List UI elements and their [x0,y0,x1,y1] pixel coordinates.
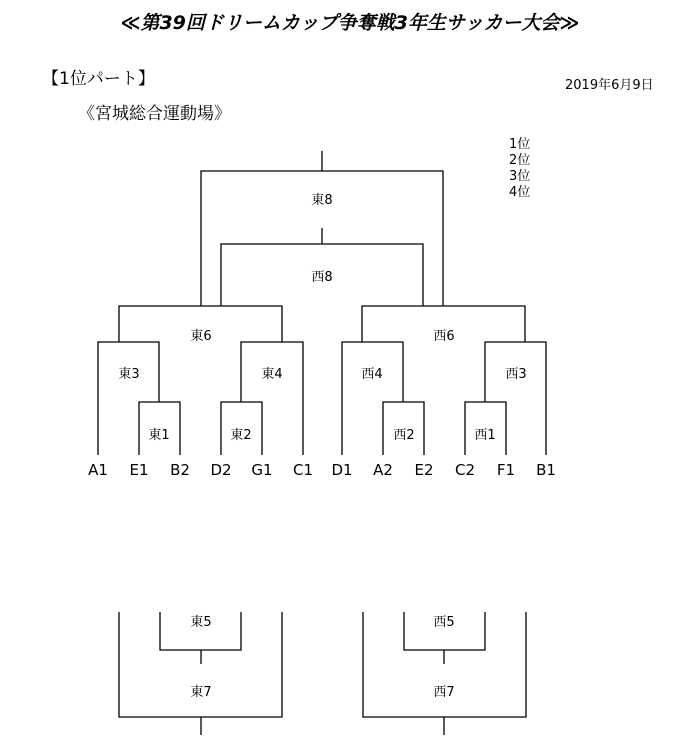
event-date: 2019年6月9日 [565,78,654,93]
match-west7-label: 西7 [433,685,455,700]
match-round1-3-label: 西2 [393,428,415,443]
team-slot: F1 [496,461,516,479]
match-quarterfinal-1-label: 東3 [118,367,140,382]
team-slot: B2 [170,461,190,479]
match-third-place-label: 西8 [311,270,333,285]
rank-4-label: 4位 [509,185,531,200]
match-round1-2-label: 東2 [230,428,252,443]
team-slot: B1 [536,461,556,479]
team-slot: E1 [129,461,149,479]
rank-3-label: 3位 [509,169,531,184]
tournament-title: ≪第39回ドリームカップ争奪戦3年生サッカー大会≫ [120,12,580,34]
match-round1-4-label: 西1 [474,428,496,443]
venue-name: 《宮城総合運動場》 [78,104,231,124]
team-slot: E2 [414,461,434,479]
team-slot: D2 [210,461,232,479]
team-slot: C2 [454,461,476,479]
match-east5-label: 東5 [190,615,212,630]
match-final-label: 東8 [311,193,333,208]
match-quarterfinal-3-label: 西4 [361,367,383,382]
team-slot: G1 [251,461,273,479]
match-west5-label: 西5 [433,615,455,630]
team-slot: A2 [373,461,393,479]
team-slot: D1 [331,461,353,479]
match-semifinal-left-label: 東6 [190,329,212,344]
match-round1-1-label: 東1 [148,428,170,443]
team-slot: A1 [88,461,108,479]
rank-2-label: 2位 [509,153,531,168]
rank-1-label: 1位 [509,137,531,152]
team-slot: C1 [292,461,314,479]
part-heading: 【1位パート】 [42,69,155,89]
match-east7-label: 東7 [190,685,212,700]
match-quarterfinal-4-label: 西3 [505,367,527,382]
match-semifinal-right-label: 西6 [433,329,455,344]
match-quarterfinal-2-label: 東4 [261,367,283,382]
